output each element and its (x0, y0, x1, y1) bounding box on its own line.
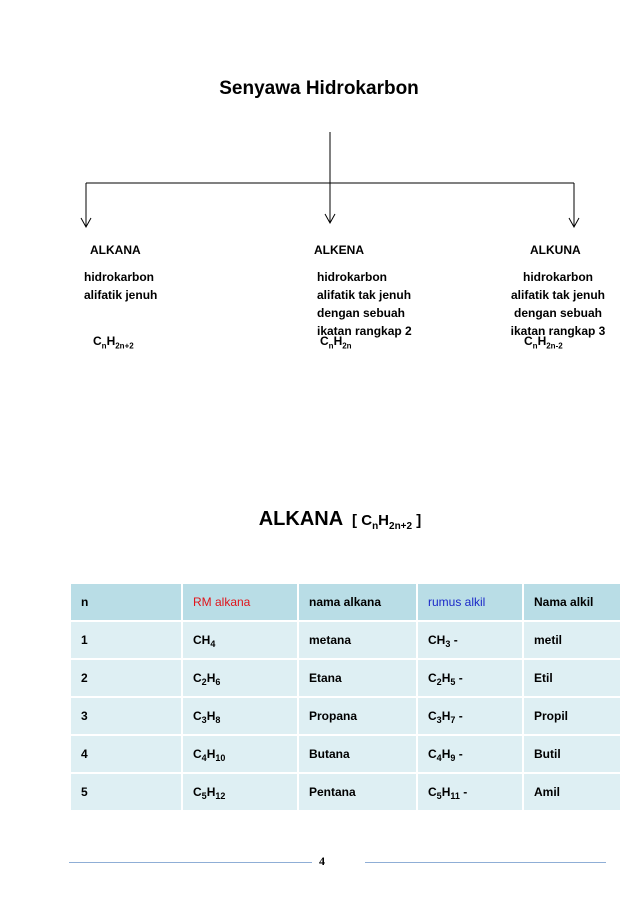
table-row (71, 736, 620, 772)
cell-rumus-alkil: $C_5H_{11}$ - (418, 774, 522, 810)
table-row (71, 774, 620, 810)
cell-nama-alkana: Etana (299, 660, 416, 696)
cell-nama-alkana: Propana (299, 698, 416, 734)
cell-nama-alkil: Etil (524, 660, 620, 696)
header-rm-alkana: RM alkana (183, 584, 297, 620)
table-row (71, 622, 620, 658)
cell-rm-alkana: $C_5H_{12}$ (183, 774, 297, 810)
cell-nama-alkil: Butil (524, 736, 620, 772)
header-nama-alkana: nama alkana (299, 584, 416, 620)
formula-alkana: $C_nH_{2n+2}$ (93, 334, 134, 351)
cell-nama-alkil: Amil (524, 774, 620, 810)
tree-diagram-arrows (0, 0, 638, 240)
table-row (71, 698, 620, 734)
cell-rumus-alkil: $C_2H_5$ - (418, 660, 522, 696)
table-row (71, 660, 620, 696)
alkana-table (69, 582, 622, 812)
cell-rumus-alkil: $CH_3$ - (418, 622, 522, 658)
header-rumus-alkil: rumus alkil (418, 584, 522, 620)
cell-rumus-alkil: $C_3H_7$ - (418, 698, 522, 734)
cell-rm-alkana: $C_4H_{10}$ (183, 736, 297, 772)
cell-rm-alkana: $C_3H_8$ (183, 698, 297, 734)
cell-n: 2 (71, 660, 181, 696)
category-name-alkuna: ALKUNA (530, 243, 581, 257)
formula-alkena: $C_nH_{2n}$ (320, 334, 352, 351)
cell-rm-alkana: $CH_4$ (183, 622, 297, 658)
table-header-row (71, 584, 620, 620)
cell-n: 1 (71, 622, 181, 658)
category-name-alkana: ALKANA (90, 243, 141, 257)
page-number: 4 (319, 854, 325, 868)
cell-rumus-alkil: $C_4H_9$ - (418, 736, 522, 772)
cell-nama-alkil: Propil (524, 698, 620, 734)
category-desc-alkana: hidrokarbon alifatik jenuh (84, 270, 158, 302)
section-title-alkana: ALKANA [ $C_nH_{2n+2}$ ] (258, 508, 422, 532)
category-name-alkena: ALKENA (314, 243, 364, 257)
footer-rule-left (69, 862, 312, 863)
footer-rule-right (365, 862, 606, 863)
cell-nama-alkil: metil (524, 622, 620, 658)
cell-n: 3 (71, 698, 181, 734)
cell-rm-alkana: $C_2H_6$ (183, 660, 297, 696)
category-desc-alkena: hidrokarbon alifatik tak jenuh dengan sebuah ikatan rangkap 2 (317, 270, 412, 338)
header-nama-alkil: Nama alkil (524, 584, 620, 620)
category-desc-alkuna: hidrokarbon alifatik tak jenuh dengan sebuah ikatan rangkap 3 (510, 270, 606, 338)
formula-alkuna: $C_nH_{2n-2}$ (524, 334, 563, 351)
cell-nama-alkana: Butana (299, 736, 416, 772)
page-title: Senyawa Hidrokarbon (219, 78, 419, 99)
cell-n: 5 (71, 774, 181, 810)
cell-n: 4 (71, 736, 181, 772)
header-n: n (71, 584, 181, 620)
cell-nama-alkana: metana (299, 622, 416, 658)
cell-nama-alkana: Pentana (299, 774, 416, 810)
